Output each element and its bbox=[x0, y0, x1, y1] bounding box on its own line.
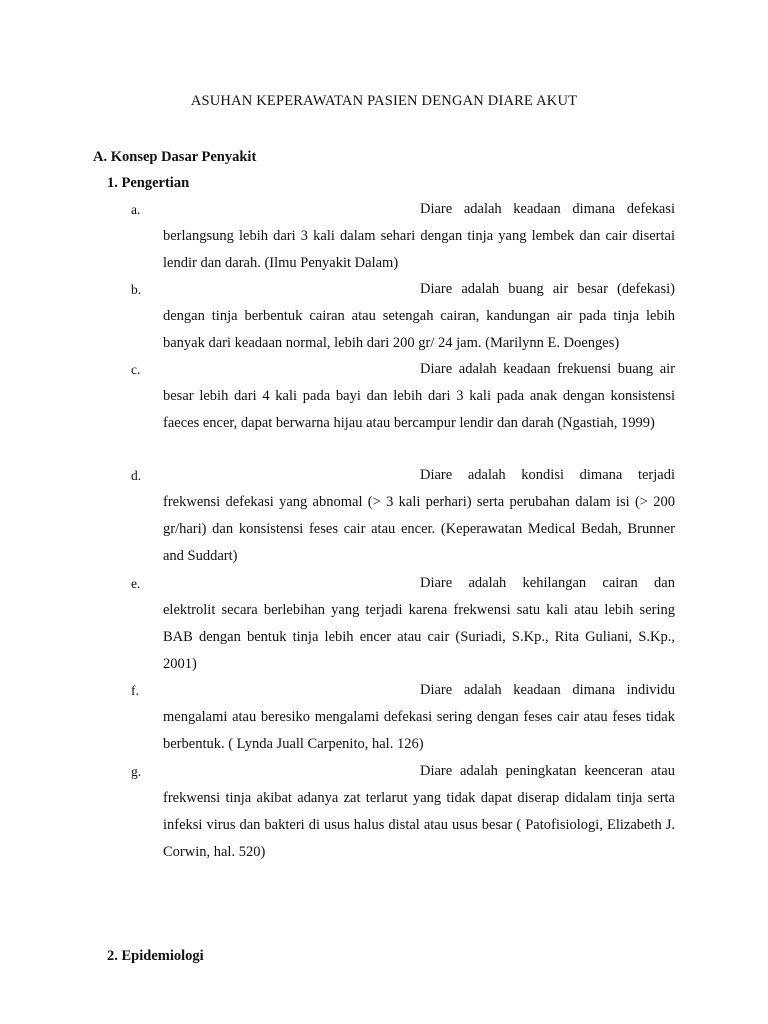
list-item bbox=[163, 356, 675, 437]
document-title: ASUHAN KEPERAWATAN PASIEN DENGAN DIARE AKUT bbox=[190, 93, 578, 109]
list-item-text: Diare adalah kehilangan cairan dan elektrolit secara berlebihan yang terjadi karena frekwensi satu kali atau lebih sering BAB dengan bentuk tinja lebih encer atau cair (Suriadi, S.Kp., Rita Guliani, S.Kp., 2001) bbox=[163, 575, 675, 672]
list-item bbox=[163, 462, 675, 570]
list-item bbox=[163, 196, 675, 277]
list-item bbox=[163, 570, 675, 678]
list-marker: a. bbox=[131, 202, 141, 217]
list-marker: b. bbox=[131, 282, 142, 297]
list-item-text: Diare adalah keadaan dimana defekasi berlangsung lebih dari 3 kali dalam sehari dengan tinja yang lembek dan cair disertai lendir dan darah. (Ilmu Penyakit Dalam) bbox=[163, 201, 675, 271]
list-item-text: Diare adalah keadaan dimana individu mengalami atau beresiko mengalami defekasi sering dengan feses cair atau feses tidak berbentuk. ( Lynda Juall Carpenito, hal. 126) bbox=[163, 682, 675, 752]
list-item bbox=[163, 758, 675, 866]
list-item-text: Diare adalah kondisi dimana terjadi frekwensi defekasi yang abnomal (> 3 kali perhari) serta perubahan dalam isi (> 200 gr/hari) dan konsistensi feses cair atau encer. (Keperawatan Medical Bedah, Brunner and Suddart) bbox=[163, 467, 675, 564]
list-marker: e. bbox=[131, 576, 141, 591]
subheading-epidemiologi: 2. Epidemiologi bbox=[107, 948, 204, 964]
section-heading-konsep-dasar: A. Konsep Dasar Penyakit bbox=[93, 149, 257, 165]
list-item-text: Diare adalah keadaan frekuensi buang air besar lebih dari 4 kali pada bayi dan lebih dari 3 kali pada anak dengan konsistensi faeces encer, dapat berwarna hijau atau bercampur lendir dan darah (Ngastiah, 1999) bbox=[163, 361, 675, 431]
list-marker: c. bbox=[131, 362, 141, 377]
list-item-text: Diare adalah buang air besar (defekasi) dengan tinja berbentuk cairan atau setengah cairan, kandungan air pada tinja lebih banyak dari keadaan normal, lebih dari 200 gr/ 24 jam. (Marilynn E. Doenges) bbox=[163, 281, 675, 351]
list-marker: d. bbox=[131, 468, 142, 483]
list-item bbox=[163, 276, 675, 357]
subheading-pengertian: 1. Pengertian bbox=[107, 175, 190, 191]
list-item bbox=[163, 677, 675, 758]
list-marker: f. bbox=[131, 683, 139, 698]
list-marker: g. bbox=[131, 764, 142, 779]
list-item-text: Diare adalah peningkatan keenceran atau frekwensi tinja akibat adanya zat terlarut yang tidak dapat diserap didalam tinja serta infeksi virus dan bakteri di usus halus distal atau usus besar ( Patofisiologi, Elizabeth J. Corwin, hal. 520) bbox=[163, 763, 675, 860]
